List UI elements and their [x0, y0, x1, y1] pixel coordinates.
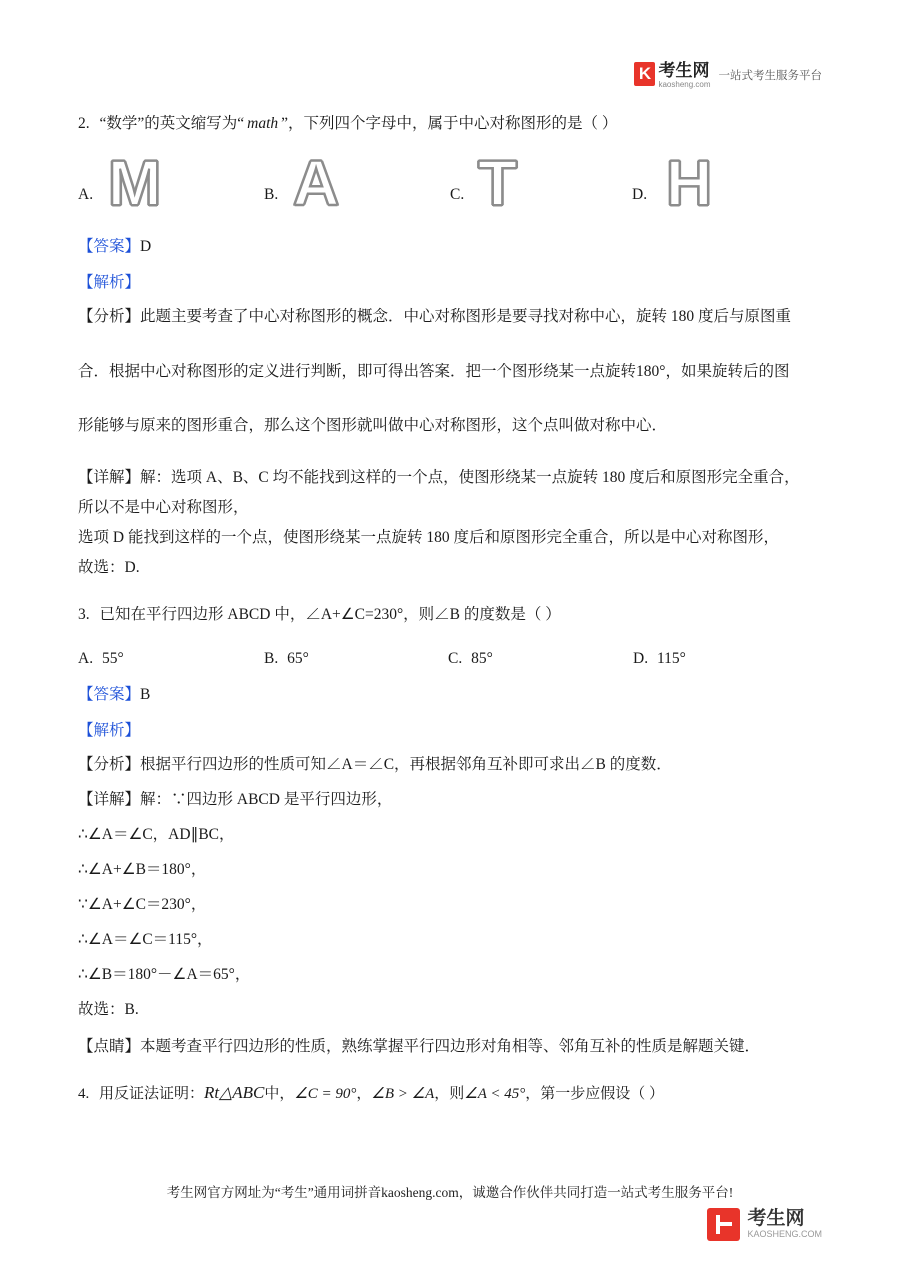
choice3-label-b: B. [264, 650, 279, 667]
footer-logo-text [747, 1209, 822, 1240]
question-3-number: 3. [78, 606, 90, 623]
choice3-text-b: 65° [287, 650, 309, 667]
choice3-text-c: 85° [471, 650, 493, 667]
question-3-line-8: 故选：B. [78, 1001, 139, 1018]
question-2-line-3: 形能够与原来的图形重合，那么这个图形就叫做中心对称图形，这个点叫做对称中心． [78, 417, 668, 434]
choice-glyph-m: M [108, 147, 162, 219]
question-3-line-6: ∴∠A＝∠C＝115°， [78, 931, 213, 948]
question-2-line-5: 所以不是中心对称图形， [78, 499, 249, 516]
question-2-line-6: 选项 D 能找到这样的一个点，使图形绕某一点旋转 180 度后和原图形完全重合，所以是中心对称图形， [78, 529, 779, 546]
choice-label-a: A. [78, 186, 94, 203]
answer-value: B [140, 686, 151, 703]
question-2-stem-tail: ”，下列四个字母中，属于中心对称图形的是（ ） [281, 115, 618, 132]
question-2-line-7: 故选：D. [78, 559, 140, 576]
question-4-math-1: Rt△ABC [204, 1083, 265, 1102]
answer-value: D [140, 238, 152, 255]
choice-glyph-h: H [666, 147, 713, 219]
question-4-stem [78, 1082, 664, 1105]
logo-mark [634, 62, 710, 89]
question-3-answer-row [78, 684, 150, 706]
question-3-choice-b [264, 648, 309, 670]
question-3-line-4: ∴∠A+∠B＝180°， [78, 861, 207, 878]
logo-mark-icon [707, 1208, 740, 1241]
question-3-choice-d [633, 648, 686, 670]
choice-label-b: B. [264, 186, 279, 203]
question-4-stem-mid2: ，则 [434, 1086, 465, 1102]
footer-logo-en: KAOSHENG.COM [747, 1229, 822, 1239]
question-3-line-3: ∴∠A＝∠C，AD∥BC， [78, 826, 235, 843]
question-2-number: 2. [78, 115, 90, 132]
logo-domain-text: kaosheng.com [658, 80, 711, 89]
question-3-analysis-tag: 【解析】 [78, 722, 141, 739]
question-3-choice-a [78, 648, 124, 670]
logo-tagline: 一站式考生服务平台 [718, 69, 822, 82]
question-2-answer-row [78, 236, 151, 258]
choice3-text-a: 55° [101, 650, 124, 667]
question-2-stem-text: “数学”的英文缩写为“ [99, 115, 245, 132]
question-2-stem [78, 113, 617, 135]
question-4-stem-pre: 用反证法证明： [99, 1086, 205, 1102]
question-4-stem-tail: ，第一步应假设（ ） [525, 1086, 665, 1102]
question-2-line-4: 【详解】解：选项 A、B、C 均不能找到这样的一个点，使图形绕某一点旋转 180 度后和原图形完全重合， [78, 469, 800, 486]
site-logo-footer [707, 1208, 822, 1241]
question-2-stem-italic: math [247, 115, 279, 132]
question-2-line-1: 【分析】此题主要考查了中心对称图形的概念．中心对称图形是要寻找对称中心，旋转 180 度后与原图重 [78, 308, 792, 325]
question-3-line-1: 【分析】根据平行四边形的性质可知∠A＝∠C，再根据邻角互补即可求出∠B 的度数． [78, 756, 672, 773]
choice-label-c: C. [450, 186, 465, 203]
question-4-comma: ， [356, 1086, 372, 1102]
question-3-choice-c [448, 648, 493, 670]
choice3-label-c: C. [448, 650, 463, 667]
choice-glyph-t: T [478, 147, 518, 219]
question-3-line-2: 【详解】解：∵四边形 ABCD 是平行四边形， [78, 791, 393, 808]
footer-note: 考生网官方网址为“考生”通用词拼音kaosheng.com，诚邀合作伙伴共同打造一站式考生服务平台! [166, 1185, 734, 1200]
question-4-number: 4. [78, 1086, 90, 1102]
site-logo-header [634, 62, 822, 89]
question-3-stem [78, 604, 561, 626]
question-4-stem-mid: 中， [264, 1086, 295, 1102]
question-3-line-9: 【点睛】本题考查平行四边形的性质，熟练掌握平行四边形对角相等、邻角互补的性质是解题关键． [78, 1038, 761, 1055]
choice-label-d: D. [632, 186, 648, 203]
answer-tag: 【答案】 [78, 686, 141, 703]
question-3-stem-text: 已知在平行四边形 ABCD 中，∠A+∠C=230°，则∠B 的度数是（ ） [99, 606, 561, 623]
choice-glyph-a: A [293, 147, 340, 219]
choice3-label-d: D. [633, 650, 649, 667]
question-4-math-2: ∠C = 90° [294, 1086, 357, 1102]
question-4-math-3: ∠B > ∠A [371, 1086, 435, 1102]
question-4-math-4: ∠A < 45° [464, 1086, 526, 1102]
footer-logo-cn: 考生网 [747, 1208, 805, 1229]
question-3-line-5: ∵∠A+∠C＝230°， [78, 896, 207, 913]
answer-tag: 【答案】 [78, 238, 141, 255]
logo-letter-badge: K [634, 62, 655, 86]
logo-chinese-text: 考生网 [658, 61, 710, 80]
question-3-line-7: ∴∠B＝180°－∠A＝65°， [78, 966, 251, 983]
choice3-text-d: 115° [656, 650, 686, 667]
question-2-choice-images [78, 147, 823, 219]
question-2-analysis-tag: 【解析】 [78, 274, 141, 291]
choice3-label-a: A. [78, 650, 94, 667]
question-2-line-2: 合．根据中心对称图形的定义进行判断，即可得出答案．把一个图形绕某一点旋转180°，如果旋转后的图 [78, 363, 790, 380]
